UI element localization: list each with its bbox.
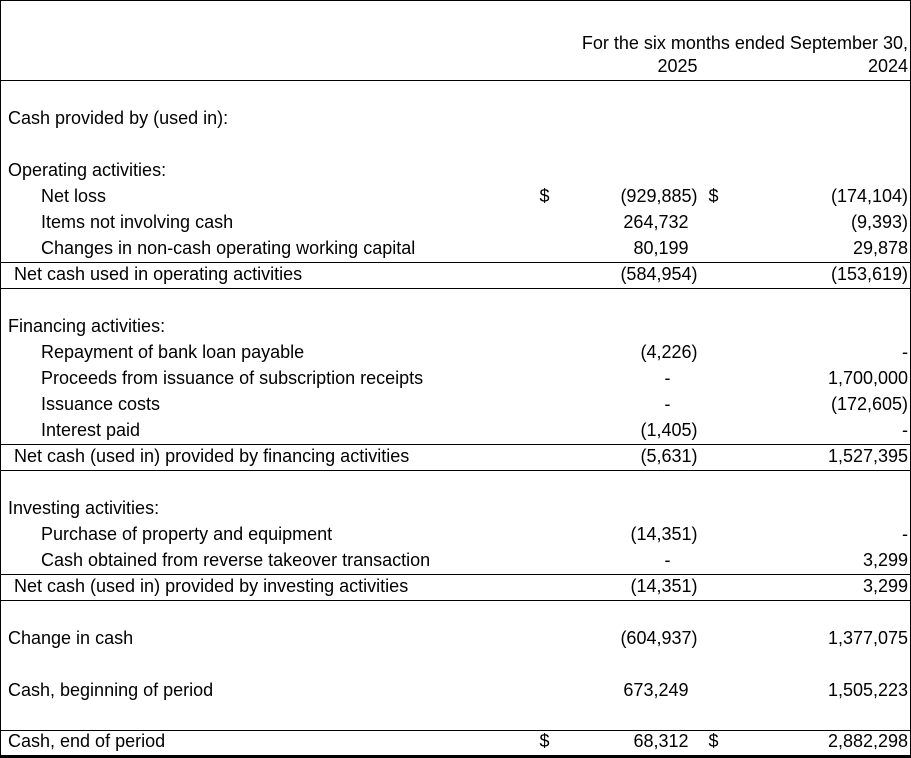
table-row: [1, 678, 911, 704]
table-row: [1, 106, 911, 132]
value-2025: (14,351): [630, 575, 698, 596]
spacer-row: [1, 80, 911, 106]
year-2024-header-cell: [698, 56, 911, 81]
value-2024: 1,505,223: [827, 680, 909, 700]
row-label: Repayment of bank loan payable: [41, 342, 305, 362]
value-2024-cell: [698, 262, 911, 288]
row-label: Cash provided by (used in):: [8, 108, 229, 128]
value-2024-cell: [698, 470, 911, 496]
row-label: Items not involving cash: [41, 212, 234, 232]
value-2024: 1,527,395: [827, 445, 909, 466]
table-row: [1, 548, 911, 574]
table-header: [1, 1, 911, 81]
currency-symbol: $: [539, 730, 550, 751]
year-2024-header: 2024: [867, 55, 909, 76]
value-2025: (1,405): [640, 419, 698, 440]
row-label: Cash, end of period: [8, 730, 166, 751]
value-2025: -: [664, 394, 671, 414]
value-2025-cell: [537, 704, 698, 730]
row-label: Investing activities:: [8, 498, 160, 518]
row-label: Cash, beginning of period: [8, 680, 214, 700]
value-2024: (153,619): [830, 263, 909, 284]
value-2025: (584,954): [620, 263, 698, 284]
table-row: [1, 262, 911, 288]
table-row: [1, 210, 911, 236]
value-2024-cell: [698, 132, 911, 158]
value-2024: 1,700,000: [827, 368, 909, 388]
value-2024: (9,393): [850, 212, 909, 232]
row-label: Net cash (used in) provided by investing activities: [14, 575, 409, 596]
value-2024-cell: [698, 418, 911, 444]
value-2024-cell: [698, 444, 911, 470]
period-title: For the six months ended September 30,: [581, 32, 909, 53]
value-2024: 1,377,075: [827, 628, 909, 648]
value-2024-cell: [698, 730, 911, 756]
value-2025: 68,312: [633, 730, 689, 751]
row-label: Changes in non-cash operating working capital: [41, 237, 416, 258]
value-2025-cell: [537, 418, 698, 444]
table-row: [1, 418, 911, 444]
row-label: [1, 132, 537, 158]
value-2025-cell: [537, 288, 698, 314]
value-2024-cell: [698, 106, 911, 132]
value-2025-cell: [537, 340, 698, 366]
table-row: [1, 496, 911, 522]
row-label: [1, 704, 537, 730]
row-label: [1, 470, 537, 496]
value-2025-cell: [537, 158, 698, 184]
value-2024-cell: [698, 652, 911, 678]
value-2025: (929,885): [620, 186, 698, 206]
row-label: Net cash used in operating activities: [14, 263, 303, 284]
header-spacer-row: [1, 1, 911, 30]
value-2025-cell: [537, 626, 698, 652]
row-label: Proceeds from issuance of subscription receipts: [41, 368, 424, 388]
row-label: Financing activities:: [8, 316, 166, 336]
value-2025-cell: [537, 106, 698, 132]
value-2024: 29,878: [852, 237, 909, 258]
row-label: Cash obtained from reverse takeover transaction: [41, 549, 431, 570]
value-2024-cell: [698, 210, 911, 236]
value-2024-cell: [698, 678, 911, 704]
value-2024: -: [902, 342, 909, 362]
value-2025-cell: [537, 678, 698, 704]
table-row: [1, 444, 911, 470]
value-2025-cell: [537, 600, 698, 626]
spacer-row: [1, 470, 911, 496]
value-2024-cell: [698, 366, 911, 392]
value-2025-cell: [537, 314, 698, 340]
value-2024-cell: [698, 158, 911, 184]
year-header-row: [1, 56, 911, 81]
value-2024-cell: [698, 392, 911, 418]
table-row: [1, 184, 911, 210]
value-2024-cell: [698, 574, 911, 600]
value-2024: (172,605): [830, 394, 909, 414]
value-2025-cell: [537, 262, 698, 288]
row-label: Operating activities:: [8, 160, 167, 180]
value-2024: 3,299: [862, 575, 909, 596]
period-title-row: [1, 30, 911, 56]
spacer-row: [1, 600, 911, 626]
value-2024-cell: [698, 548, 911, 574]
table-row: [1, 574, 911, 600]
value-2025-cell: [537, 80, 698, 106]
table-row: [1, 626, 911, 652]
value-2025: (604,937): [620, 628, 698, 648]
value-2025-cell: [537, 210, 698, 236]
value-2024-cell: [698, 314, 911, 340]
spacer-row: [1, 132, 911, 158]
table-body: [1, 80, 911, 756]
value-2025-cell: [537, 574, 698, 600]
value-2025-cell: [537, 496, 698, 522]
currency-symbol: $: [539, 186, 550, 206]
value-2024-cell: [698, 340, 911, 366]
table-row: [1, 314, 911, 340]
value-2025: (14,351): [630, 524, 698, 544]
value-2024-cell: [698, 522, 911, 548]
value-2024-cell: [698, 600, 911, 626]
value-2025-cell: [537, 366, 698, 392]
row-label: Net loss: [41, 186, 107, 206]
table-row: [1, 392, 911, 418]
value-2025: 264,732: [623, 212, 689, 232]
spacer-row: [1, 704, 911, 730]
value-2025-cell: [537, 132, 698, 158]
value-2024-cell: [698, 184, 911, 210]
table-row: [1, 522, 911, 548]
table-row: [1, 730, 911, 756]
value-2024-cell: [698, 80, 911, 106]
value-2025-cell: [537, 548, 698, 574]
table-row: [1, 366, 911, 392]
value-2024-cell: [698, 626, 911, 652]
value-2025-cell: [537, 236, 698, 262]
value-2024-cell: [698, 236, 911, 262]
currency-symbol: $: [708, 186, 719, 206]
table-row: [1, 158, 911, 184]
spacer-row: [1, 288, 911, 314]
value-2025-cell: [537, 184, 698, 210]
year-2025-header: 2025: [657, 55, 698, 76]
value-2025-cell: [537, 392, 698, 418]
row-label: [1, 652, 537, 678]
value-2024: -: [902, 419, 909, 440]
value-2024: (174,104): [830, 186, 909, 206]
row-label: [1, 600, 537, 626]
spacer-row: [1, 652, 911, 678]
row-label: [1, 288, 537, 314]
value-2024: 3,299: [862, 549, 909, 570]
currency-symbol: $: [708, 730, 719, 751]
value-2024-cell: [698, 288, 911, 314]
value-2025-cell: [537, 652, 698, 678]
value-2024: 2,882,298: [827, 730, 909, 751]
value-2025-cell: [537, 730, 698, 756]
header-spacer: [1, 1, 911, 30]
value-2025: 80,199: [633, 237, 689, 258]
value-2025: (5,631): [640, 445, 698, 466]
row-label: Net cash (used in) provided by financing activities: [14, 445, 410, 466]
table-row: [1, 236, 911, 262]
table-row: [1, 340, 911, 366]
row-label: Issuance costs: [41, 394, 161, 414]
row-label: Change in cash: [8, 628, 134, 648]
value-2025: 673,249: [623, 680, 689, 700]
value-2025: -: [664, 549, 671, 570]
row-label: [1, 80, 537, 106]
value-2025-cell: [537, 470, 698, 496]
year-header-empty-cell: [1, 56, 537, 81]
value-2025: (4,226): [640, 342, 698, 362]
row-label: Purchase of property and equipment: [41, 524, 333, 544]
value-2025: -: [664, 368, 671, 388]
year-2025-header-cell: [537, 56, 698, 81]
value-2024-cell: [698, 496, 911, 522]
value-2025-cell: [537, 522, 698, 548]
value-2024-cell: [698, 704, 911, 730]
value-2025-cell: [537, 444, 698, 470]
value-2024: -: [902, 524, 909, 544]
row-label: Interest paid: [41, 419, 141, 440]
